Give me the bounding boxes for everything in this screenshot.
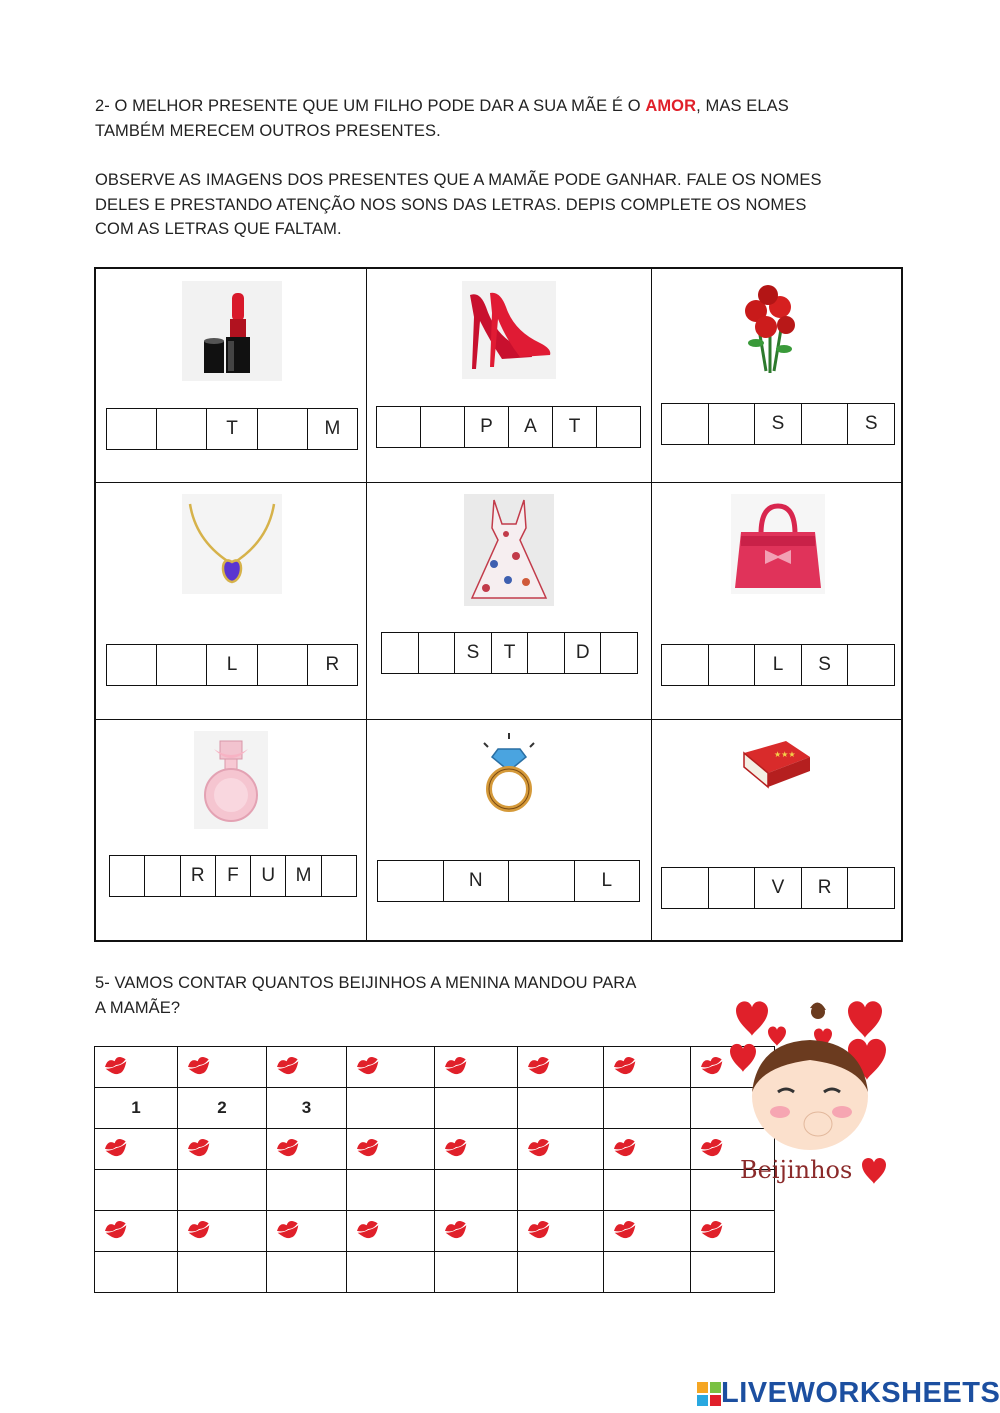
number-cell[interactable] [267, 1252, 347, 1293]
girl-blowing-kisses-icon [718, 996, 898, 1186]
letter-box[interactable] [257, 409, 307, 449]
kiss-row [95, 1211, 775, 1252]
letter-box[interactable] [527, 633, 564, 673]
kiss-icon [352, 1215, 383, 1243]
letter-box[interactable]: R [801, 868, 848, 908]
number-cell[interactable] [518, 1170, 604, 1211]
kiss-icon [696, 1215, 727, 1243]
letter-box[interactable]: V [754, 868, 801, 908]
letter-box[interactable]: S [801, 645, 848, 685]
letter-box[interactable] [847, 645, 894, 685]
kiss-cell [691, 1211, 775, 1252]
letter-box[interactable]: L [754, 645, 801, 685]
letter-box[interactable]: R [307, 645, 357, 685]
counting-question-line-2: A MAMÃE? [95, 998, 181, 1017]
letter-boxes-dress [381, 632, 638, 674]
letter-box[interactable]: S [754, 404, 801, 444]
kiss-icon [272, 1051, 303, 1079]
kiss-cell [518, 1211, 604, 1252]
letter-box[interactable] [420, 407, 464, 447]
kiss-icon [100, 1215, 131, 1243]
liveworksheets-logo [697, 1377, 1000, 1410]
instructions-line-3: COM AS LETRAS QUE FALTAM. [95, 220, 342, 238]
lipstick-icon [182, 281, 282, 381]
letter-box[interactable] [382, 633, 418, 673]
letter-box[interactable]: L [206, 645, 256, 685]
kiss-cell [347, 1211, 435, 1252]
letter-box[interactable]: S [454, 633, 491, 673]
letter-box[interactable] [708, 868, 755, 908]
letter-box[interactable] [107, 409, 156, 449]
dress-icon [464, 494, 554, 606]
number-cell[interactable] [604, 1252, 691, 1293]
letter-boxes-necklace [106, 644, 358, 686]
kiss-cell [604, 1211, 691, 1252]
kiss-cell [435, 1047, 518, 1088]
high-heels-icon [462, 281, 556, 379]
letter-box[interactable] [662, 404, 708, 444]
letter-box[interactable] [708, 645, 755, 685]
kiss-icon [183, 1133, 214, 1161]
number-cell[interactable] [435, 1088, 518, 1129]
number-row [95, 1252, 775, 1293]
number-cell[interactable] [178, 1170, 267, 1211]
kiss-icon [272, 1215, 303, 1243]
letter-box[interactable] [378, 861, 443, 901]
intro-line-1: 2- O MELHOR PRESENTE QUE UM FILHO PODE DAR A SUA MÃE É O [95, 97, 646, 115]
kiss-row [95, 1129, 775, 1170]
kiss-cell [604, 1047, 691, 1088]
kiss-icon [523, 1133, 554, 1161]
kiss-icon [183, 1215, 214, 1243]
kiss-cell [518, 1129, 604, 1170]
kiss-cell [347, 1047, 435, 1088]
kiss-icon [609, 1215, 640, 1243]
kiss-icon [440, 1051, 471, 1079]
letter-box[interactable] [321, 856, 356, 896]
number-cell[interactable]: 1 [95, 1088, 178, 1129]
kiss-icon [100, 1051, 131, 1079]
intro-text [95, 94, 915, 143]
letter-box[interactable] [377, 407, 420, 447]
letter-box[interactable] [801, 404, 848, 444]
book-icon [738, 731, 814, 799]
perfume-icon [194, 731, 268, 829]
number-row [95, 1170, 775, 1211]
letter-box[interactable]: M [285, 856, 320, 896]
letter-box[interactable] [110, 856, 144, 896]
letter-box[interactable] [257, 645, 307, 685]
svg-text:★★★: ★★★ [774, 750, 796, 759]
kiss-cell [435, 1129, 518, 1170]
letter-boxes-perfume [109, 855, 357, 897]
number-row [95, 1088, 775, 1129]
letter-box[interactable] [144, 856, 179, 896]
kiss-icon [100, 1133, 131, 1161]
number-cell[interactable] [95, 1170, 178, 1211]
number-cell[interactable] [267, 1170, 347, 1211]
letter-boxes-book [661, 867, 895, 909]
amor-highlight: AMOR [645, 97, 697, 115]
letter-box[interactable]: N [443, 861, 509, 901]
kiss-cell [95, 1211, 178, 1252]
instructions-text [95, 168, 915, 242]
liveworksheets-logo-icon [697, 1382, 721, 1406]
number-cell[interactable] [518, 1252, 604, 1293]
kiss-icon [440, 1215, 471, 1243]
counting-question-line-1: 5- VAMOS CONTAR QUANTOS BEIJINHOS A MENINA MANDOU PARA [95, 974, 637, 992]
kiss-icon [352, 1133, 383, 1161]
kiss-cell [604, 1129, 691, 1170]
kiss-cell [435, 1211, 518, 1252]
number-cell[interactable] [518, 1088, 604, 1129]
letter-box[interactable] [596, 407, 640, 447]
kiss-count-table [94, 1046, 775, 1293]
letter-box[interactable] [662, 645, 708, 685]
letter-box[interactable]: F [215, 856, 250, 896]
number-cell[interactable] [604, 1170, 691, 1211]
letter-box[interactable]: T [206, 409, 256, 449]
letter-box[interactable]: P [464, 407, 508, 447]
letter-box[interactable]: A [508, 407, 552, 447]
kiss-cell [267, 1129, 347, 1170]
number-cell[interactable] [347, 1088, 435, 1129]
letter-box[interactable]: U [250, 856, 285, 896]
instructions-line-2: DELES E PRESTANDO ATENÇÃO NOS SONS DAS LETRAS. DEPIS COMPLETE OS NOMES [95, 195, 807, 214]
letter-box[interactable]: L [574, 861, 640, 901]
kiss-cell [178, 1129, 267, 1170]
intro-line-1-end: , MAS ELAS [696, 97, 789, 115]
number-cell[interactable] [435, 1252, 518, 1293]
necklace-icon [182, 494, 282, 594]
letter-box[interactable] [107, 645, 156, 685]
letter-box[interactable]: T [491, 633, 528, 673]
kiss-cell [178, 1211, 267, 1252]
letter-box[interactable]: M [307, 409, 357, 449]
kiss-icon [183, 1051, 214, 1079]
letter-box[interactable] [662, 868, 708, 908]
kiss-icon [523, 1215, 554, 1243]
letter-boxes-heels [376, 406, 641, 448]
letter-box[interactable]: T [552, 407, 596, 447]
letter-box[interactable] [708, 404, 755, 444]
number-cell[interactable]: 2 [178, 1088, 267, 1129]
kiss-row [95, 1047, 775, 1088]
number-cell[interactable] [347, 1170, 435, 1211]
letter-boxes-roses [661, 403, 895, 445]
number-cell[interactable] [95, 1252, 178, 1293]
kiss-cell [267, 1211, 347, 1252]
letter-box[interactable]: S [847, 404, 894, 444]
counting-question [95, 971, 715, 1020]
kiss-cell [95, 1129, 178, 1170]
kiss-icon [352, 1051, 383, 1079]
letter-box[interactable] [418, 633, 455, 673]
handbag-icon [731, 494, 825, 594]
ring-icon [476, 731, 542, 815]
number-cell[interactable]: 3 [267, 1088, 347, 1129]
number-cell[interactable] [691, 1252, 775, 1293]
letter-box[interactable] [847, 868, 894, 908]
gift-grid [94, 267, 903, 942]
letter-box[interactable] [156, 645, 206, 685]
instructions-line-1: OBSERVE AS IMAGENS DOS PRESENTES QUE A MAMÃE PODE GANHAR. FALE OS NOMES [95, 171, 822, 189]
number-cell[interactable] [178, 1252, 267, 1293]
letter-boxes-ring [377, 860, 640, 902]
kiss-icon [609, 1051, 640, 1079]
kiss-cell [178, 1047, 267, 1088]
number-cell[interactable] [604, 1088, 691, 1129]
kiss-icon [609, 1133, 640, 1161]
letter-boxes-lipstick [106, 408, 358, 450]
number-cell[interactable] [435, 1170, 518, 1211]
roses-icon [736, 283, 804, 379]
kiss-cell [518, 1047, 604, 1088]
letter-box[interactable] [600, 633, 637, 673]
liveworksheets-brand-name: LIVEWORKSHEETS [721, 1377, 1000, 1409]
beijinhos-caption: Beijinhos [740, 1156, 853, 1184]
letter-box[interactable] [508, 861, 574, 901]
letter-box[interactable]: R [180, 856, 215, 896]
kiss-icon [440, 1133, 471, 1161]
letter-box[interactable]: D [564, 633, 601, 673]
kiss-icon [272, 1133, 303, 1161]
letter-boxes-handbag [661, 644, 895, 686]
kiss-icon [523, 1051, 554, 1079]
intro-line-2: TAMBÉM MERECEM OUTROS PRESENTES. [95, 121, 441, 140]
number-cell[interactable] [347, 1252, 435, 1293]
letter-box[interactable] [156, 409, 206, 449]
kiss-cell [267, 1047, 347, 1088]
kiss-cell [95, 1047, 178, 1088]
kiss-cell [347, 1129, 435, 1170]
